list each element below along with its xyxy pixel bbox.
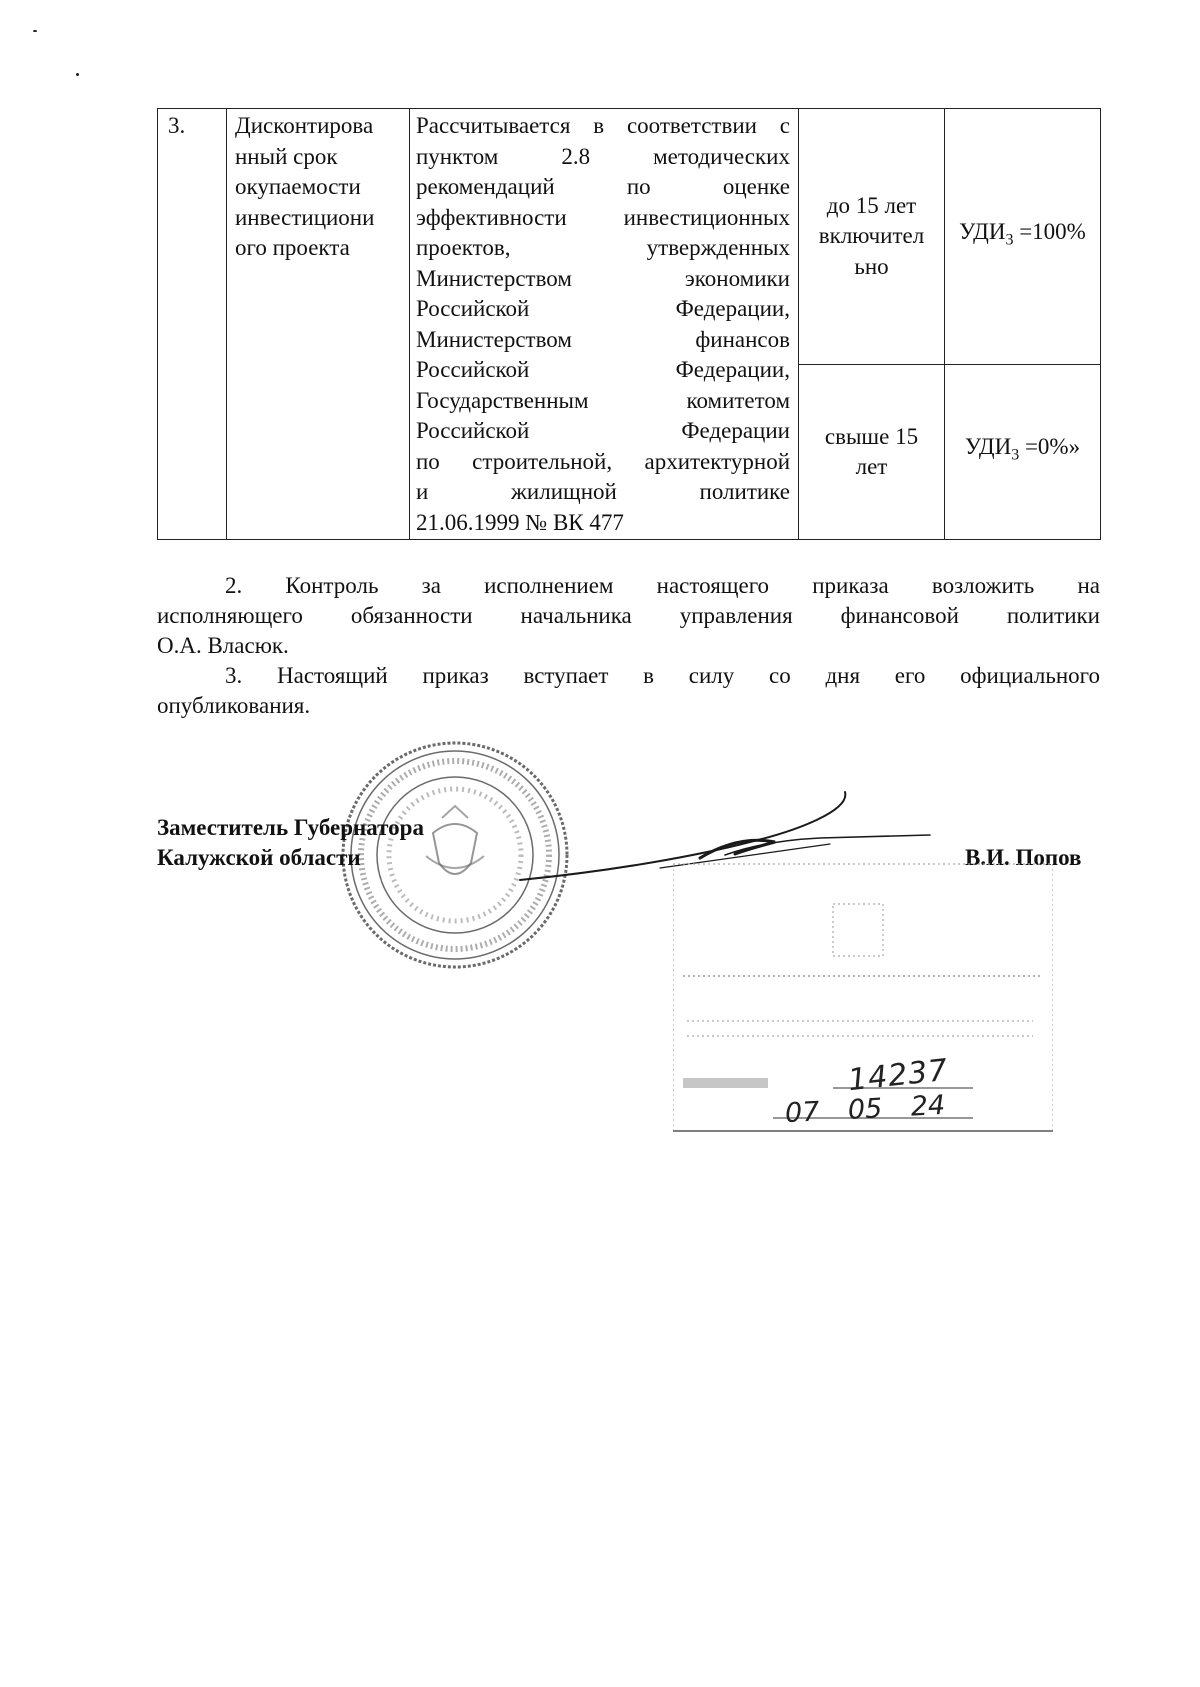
registration-stamp <box>673 856 1053 1136</box>
signatory-position <box>157 813 424 873</box>
method-line: Государственным комитетом <box>416 387 790 413</box>
criteria-table <box>157 108 1101 540</box>
term-line: свыше 15 <box>824 423 919 449</box>
indicator-name-text <box>235 111 409 264</box>
method-line: Российской Федерации, <box>416 357 790 382</box>
value-rest: =0%» <box>1019 434 1081 460</box>
value-subscript: 3 <box>1011 447 1020 465</box>
term-cell-over-15 <box>799 365 945 540</box>
term-line: лет <box>855 454 888 479</box>
scan-speck <box>76 73 79 76</box>
method-line: эффективности инвестиционных <box>416 204 790 230</box>
term-line: до 15 лет <box>826 192 917 218</box>
method-line: Рассчитывается в соответствии с <box>416 113 790 138</box>
value-main: УДИ <box>964 434 1012 460</box>
term-line: ьно <box>854 253 889 279</box>
signatory-name: В.И. Попов <box>965 845 1082 870</box>
term-line: включител <box>818 223 925 249</box>
method-line: Российской Федерации <box>416 418 790 443</box>
method-line: и жилищной политике <box>416 479 790 504</box>
paragraph-line: 3. Настоящий приказ вступает в силу со дня его официального <box>225 663 1100 688</box>
position-line-1: Заместитель Губернатора <box>157 815 424 840</box>
method-line: пунктом 2.8 методических <box>416 143 790 169</box>
method-line: рекомендаций по оценке <box>416 174 790 199</box>
paragraph-2 <box>157 571 1100 661</box>
method-line: Министерством финансов <box>416 326 790 352</box>
table-row <box>158 109 1101 365</box>
registration-date: 07 05 24 <box>784 1089 946 1130</box>
method-line: Министерством экономики <box>416 265 790 291</box>
value-subscript: 3 <box>1005 231 1014 249</box>
method-line: по строительной, архитектурной <box>416 448 790 474</box>
method-line: 21.06.1999 № ВК 477 <box>416 509 624 535</box>
position-line-2: Калужской области <box>157 845 361 870</box>
value-main: УДИ <box>959 218 1006 244</box>
paragraph-line: опубликования. <box>157 693 311 718</box>
indicator-name-cell <box>227 109 410 540</box>
indicator-line: окупаемости <box>235 174 361 199</box>
paragraph-line: 2. Контроль за исполнением настоящего приказа возложить на <box>225 573 1100 598</box>
indicator-line: ого проекта <box>235 235 350 260</box>
paragraph-line: О.А. Власюк. <box>157 633 289 658</box>
indicator-line: нный срок <box>235 143 338 169</box>
scan-speck <box>33 30 37 32</box>
row-number: 3. <box>158 109 227 540</box>
indicator-line: инвестициони <box>235 204 375 230</box>
term-text <box>799 191 944 283</box>
method-line: Российской Федерации, <box>416 296 790 321</box>
indicator-line: Дисконтирова <box>235 113 374 138</box>
paragraph-line: исполняющего обязанности начальника управления финансовой политики <box>157 603 1100 628</box>
value-cell-0 <box>945 365 1101 540</box>
value-rest: =100% <box>1013 218 1086 244</box>
method-line: проектов, утвержденных <box>416 235 790 260</box>
calculation-method-text <box>416 111 790 538</box>
term-text <box>799 422 944 483</box>
registration-number: 14237 <box>846 1052 950 1099</box>
value-cell-100 <box>945 109 1101 365</box>
calculation-method-cell <box>410 109 799 540</box>
term-cell-up-to-15 <box>799 109 945 365</box>
paragraph-3 <box>157 661 1100 721</box>
